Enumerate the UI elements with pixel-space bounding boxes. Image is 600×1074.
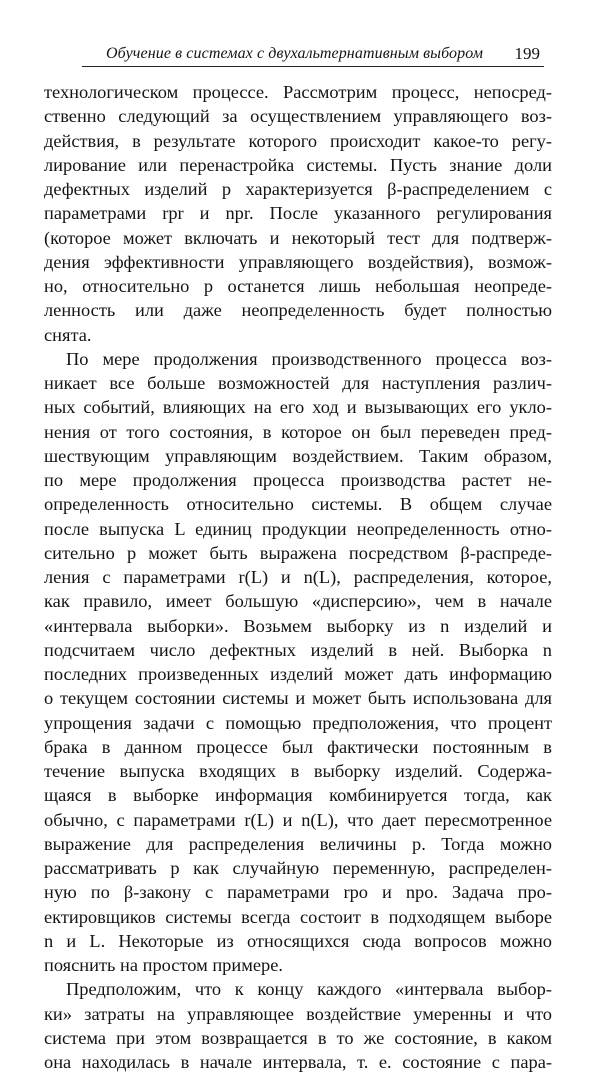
- text-line: по мере продолжения процесса производства растет не-: [44, 470, 552, 490]
- text-line: Предположим, что к концу каждого «интервала выбор-: [66, 979, 552, 1000]
- paragraph-3: [44, 977, 552, 1074]
- text-line: действия, в результате которого происходит какое-то регу-: [44, 130, 552, 151]
- text-line: нения от того состояния, в которое он был переведен пред-: [44, 421, 552, 442]
- text-line: последних произведенных изделий может дать информацию: [44, 664, 552, 684]
- text-line: ектировщиков системы всегда состоит в подходящем выборе: [44, 906, 552, 927]
- text-line: система при этом возвращается в то же состояние, в каком: [44, 1027, 552, 1048]
- running-header: [82, 42, 544, 67]
- text-line: сительно p может быть выражена посредством β-распреде-: [44, 542, 552, 563]
- text-line: ления с параметрами r(L) и n(L), распределения, которое,: [44, 567, 552, 587]
- text-line: дефектных изделий p характеризуется β-распределением с: [44, 179, 552, 199]
- text-line: (которое может включать и некоторый тест для подтверж-: [44, 227, 552, 248]
- paragraph-2: [44, 347, 552, 978]
- page-number: 199: [514, 44, 540, 63]
- text-line: По мере продолжения производственного процесса воз-: [66, 348, 552, 369]
- body-text: [44, 80, 552, 1074]
- text-line: дения эффективности управляющего воздействия), возмож-: [44, 251, 552, 272]
- text-line: ственно следующий за осуществлением управляющего воз-: [44, 106, 552, 127]
- text-line: но, относительно p останется лишь небольшая неопреде-: [44, 276, 552, 296]
- paragraph-1: [44, 80, 552, 347]
- text-line: она находилась в начале интервала, т. е. состояние с пара-: [44, 1052, 552, 1072]
- text-line: брака в данном процессе был фактически постоянным в: [44, 736, 552, 757]
- text-line: шествующим управляющим воздействием. Таким образом,: [44, 445, 552, 466]
- text-line: ки» затраты на управляющее воздействие умеренны и что: [44, 1003, 552, 1024]
- text-line: обычно, с параметрами r(L) и n(L), что дает пересмотренное: [44, 809, 552, 830]
- text-line: лирование или перенастройка системы. Пусть знание доли: [44, 154, 552, 175]
- running-title: Обучение в системах с двухальтернативным выбором: [106, 45, 484, 62]
- text-line: о текущем состоянии системы и может быть использована для: [44, 688, 552, 709]
- text-line: никает все больше возможностей для наступления различ-: [44, 373, 552, 393]
- text-line: упрощения задачи с помощью предположения, что процент: [44, 712, 552, 733]
- text-line: ных событий, влияющих на его ход и вызывающих его укло-: [44, 397, 552, 418]
- text-line: течение выпуска входящих в выборку изделий. Содержа-: [44, 761, 552, 781]
- text-line: выражение для распределения величины p. Тогда можно: [44, 833, 552, 854]
- text-line: ную по β-закону с параметрами rpo и npo. Задача про-: [44, 882, 552, 903]
- text-line: ленность или даже неопределенность будет полностью: [44, 300, 552, 321]
- text-line: снята.: [44, 324, 92, 345]
- text-line: подсчитаем число дефектных изделий в ней. Выборка n: [44, 639, 552, 660]
- text-line: параметрами rpr и npr. После указанного регулирования: [44, 203, 552, 224]
- text-line: щаяся в выборке информация комбинируется тогда, как: [44, 785, 552, 806]
- text-line: технологическом процессе. Рассмотрим процесс, непосред-: [44, 82, 552, 102]
- text-line: n и L. Некоторые из относящихся сюда вопросов можно: [44, 930, 552, 951]
- text-line: определенность относительно системы. В общем случае: [44, 494, 552, 515]
- text-line: пояснить на простом примере.: [44, 955, 283, 975]
- text-line: рассматривать p как случайную переменную, распределен-: [44, 858, 552, 878]
- text-line: как правило, имеет большую «дисперсию», чем в начале: [44, 591, 552, 612]
- text-line: после выпуска L единиц продукции неопределенность отно-: [44, 518, 552, 539]
- text-line: «интервала выборки». Возьмем выборку из n изделий и: [44, 615, 552, 636]
